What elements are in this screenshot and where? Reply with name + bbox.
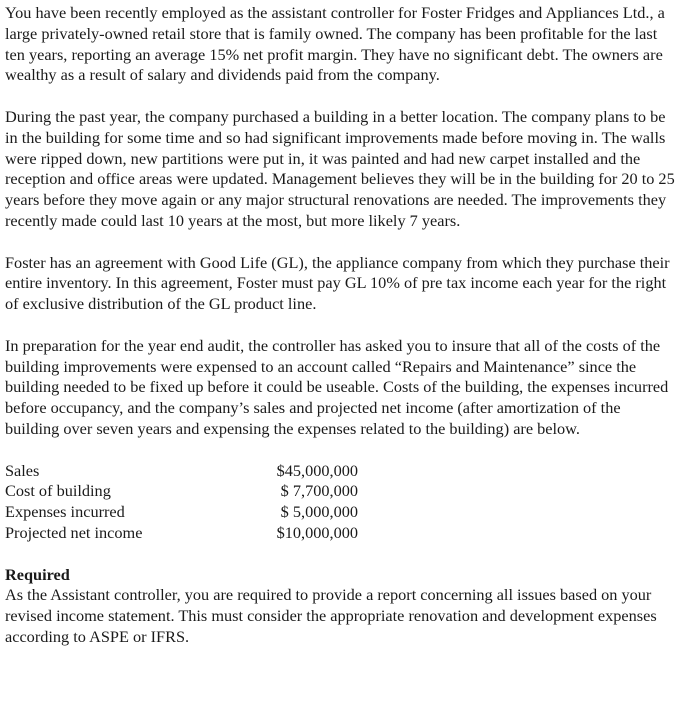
paragraph-good-life-agreement: Foster has an agreement with Good Life (GL), the appliance company from which they purchase their entire inventory. In this agreement, Foster must pay GL 10% of pre tax income each year for the right of exclusive distribution of the GL product line. xyxy=(5,252,670,314)
paragraph-building-purchase: During the past year, the company purchased a building in a better location. The company plans to be in the building for some time and so had significant improvements made before moving in. The walls were ripped down, new partitions were put in, it was painted and had new carpet installed and the reception and office areas were updated. Management believes they will be in the building for 20 to 25 years before they move again or any major structural renovations are needed. The improvements they recently made could last 10 years at the most, but more likely 7 years. xyxy=(5,106,675,230)
financial-amount: $45,000,000 xyxy=(276,460,358,480)
financial-amount: $ 5,000,000 xyxy=(280,502,358,522)
financial-label: Sales xyxy=(5,460,40,480)
financial-amount: $ 7,700,000 xyxy=(280,481,358,501)
required-heading: Required xyxy=(5,564,70,584)
paragraph-introduction: You have been recently employed as the assistant controller for Foster Fridges and Appliances Ltd., a large privately-owned retail store that is family owned. The company has been profitable for the last ten years, reporting an average 15% net profit margin. They have no significant debt. The owners are wealthy as a result of salary and dividends paid from the company. xyxy=(5,3,665,85)
required-text: As the Assistant controller, you are required to provide a report concerning all issues based on your revised income statement. This must consider the appropriate renovation and development expenses according to ASPE or IFRS. xyxy=(5,585,657,646)
paragraph-audit-preparation: In preparation for the year end audit, the controller has asked you to insure that all of the costs of the building improvements were expensed to an account called “Repairs and Maintenance” since the building needed to be fixed up before it could be useable. Costs of the building, the expenses incurred before occupancy, and the company’s sales and projected net income (after amortization of the building over seven years and expensing the expenses related to the building) are below. xyxy=(5,335,669,438)
financial-amount: $10,000,000 xyxy=(276,522,358,542)
table-row xyxy=(5,523,358,544)
table-row xyxy=(5,461,358,482)
financial-label: Expenses incurred xyxy=(5,502,125,522)
table-row xyxy=(5,502,358,523)
table-row xyxy=(5,481,358,502)
financial-label: Cost of building xyxy=(5,481,111,501)
financial-label: Projected net income xyxy=(5,522,143,542)
financials-table xyxy=(5,461,358,544)
